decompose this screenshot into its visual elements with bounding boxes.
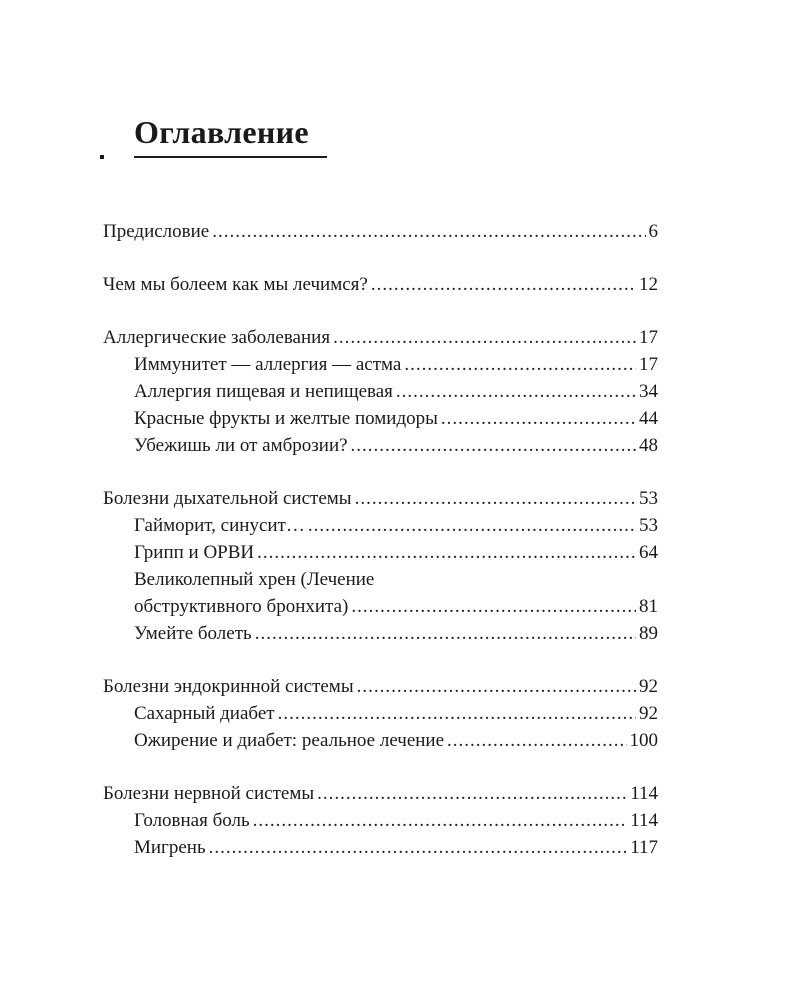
dot-leader	[371, 271, 636, 298]
toc-entry-title: Головная боль	[134, 810, 250, 831]
toc-entry-title: Гайморит, синусит…	[134, 515, 305, 536]
dot-leader	[212, 218, 645, 245]
toc-entry-title-cont: обструктивного бронхита)	[134, 596, 349, 617]
toc-entry-page: 17	[639, 354, 658, 375]
toc-entry	[103, 727, 658, 754]
toc-entry-title: Иммунитет — аллергия — астма	[134, 354, 402, 375]
dot-leader	[404, 351, 636, 378]
toc-entry	[103, 378, 658, 405]
toc-entry-title: Великолепный хрен (Лечение	[134, 569, 375, 590]
toc-entry-page: 89	[639, 623, 658, 644]
toc-entry-title: Умейте болеть	[134, 623, 252, 644]
toc-entry-title: Болезни эндокринной системы	[103, 676, 354, 697]
toc-entry	[103, 512, 658, 539]
toc-entry-page: 114	[630, 810, 658, 831]
page-title: Оглавление	[134, 114, 309, 150]
title-underline	[134, 156, 327, 158]
toc-entry	[103, 807, 658, 834]
toc-entry	[103, 351, 658, 378]
toc-entry-title: Красные фрукты и желтые помидоры	[134, 408, 438, 429]
toc-entry-page: 92	[639, 703, 658, 724]
toc-entry-title: Мигрень	[134, 837, 206, 858]
dot-leader	[255, 620, 636, 647]
toc-entry	[103, 539, 658, 566]
toc-entry-page: 114	[630, 783, 658, 804]
dot-leader	[357, 673, 636, 700]
toc-entry-page: 64	[639, 542, 658, 563]
dot-leader	[308, 512, 636, 539]
dot-leader	[447, 727, 626, 754]
dot-leader	[253, 807, 628, 834]
toc-entry	[103, 673, 658, 700]
toc-entry	[103, 566, 658, 593]
dot-leader	[351, 432, 636, 459]
dot-leader	[441, 405, 636, 432]
toc-entry	[103, 432, 658, 459]
toc-entry-page: 48	[639, 435, 658, 456]
toc-entry-page: 92	[639, 676, 658, 697]
toc-entry	[103, 620, 658, 647]
dot-leader	[333, 324, 636, 351]
toc-entry-title: Убежишь ли от амброзии?	[134, 435, 348, 456]
toc-entry-title: Болезни нервной системы	[103, 783, 315, 804]
dot-leader	[317, 780, 627, 807]
dot-leader	[209, 834, 628, 861]
toc-entry-page: 53	[639, 488, 658, 509]
dot-leader	[351, 593, 636, 620]
toc-entry-page: 6	[648, 221, 658, 242]
dot-leader	[278, 700, 636, 727]
toc-entry	[103, 405, 658, 432]
toc-entry-title: Грипп и ОРВИ	[134, 542, 255, 563]
toc-entry	[103, 271, 658, 298]
toc-entry	[103, 218, 658, 245]
bullet-mark	[100, 155, 104, 159]
toc-entry	[103, 780, 658, 807]
toc-entry-title: Чем мы болеем как мы лечимся?	[103, 274, 368, 295]
toc-entry-title: Ожирение и диабет: реальное лечение	[134, 730, 445, 751]
toc-entry-page: 117	[630, 837, 658, 858]
toc-entry	[103, 834, 658, 861]
table-of-contents	[103, 218, 658, 861]
heading-block	[100, 112, 340, 172]
toc-entry-title: Болезни дыхательной системы	[103, 488, 352, 509]
toc-entry-title: Аллергические заболевания	[103, 327, 331, 348]
dot-leader	[396, 378, 636, 405]
toc-entry-page: 12	[639, 274, 658, 295]
toc-entry-page: 100	[629, 730, 658, 751]
toc-entry-page: 44	[639, 408, 658, 429]
toc-entry-title: Предисловие	[103, 221, 210, 242]
toc-entry-page: 53	[639, 515, 658, 536]
dot-leader	[257, 539, 636, 566]
toc-entry-continuation	[103, 593, 658, 620]
toc-entry	[103, 700, 658, 727]
dot-leader	[355, 485, 636, 512]
toc-entry-title: Сахарный диабет	[134, 703, 275, 724]
toc-entry	[103, 485, 658, 512]
toc-entry-page: 17	[639, 327, 658, 348]
toc-entry-page: 34	[639, 381, 658, 402]
toc-entry-title: Аллергия пищевая и непищевая	[134, 381, 393, 402]
toc-entry	[103, 324, 658, 351]
toc-entry-page: 81	[639, 596, 658, 617]
